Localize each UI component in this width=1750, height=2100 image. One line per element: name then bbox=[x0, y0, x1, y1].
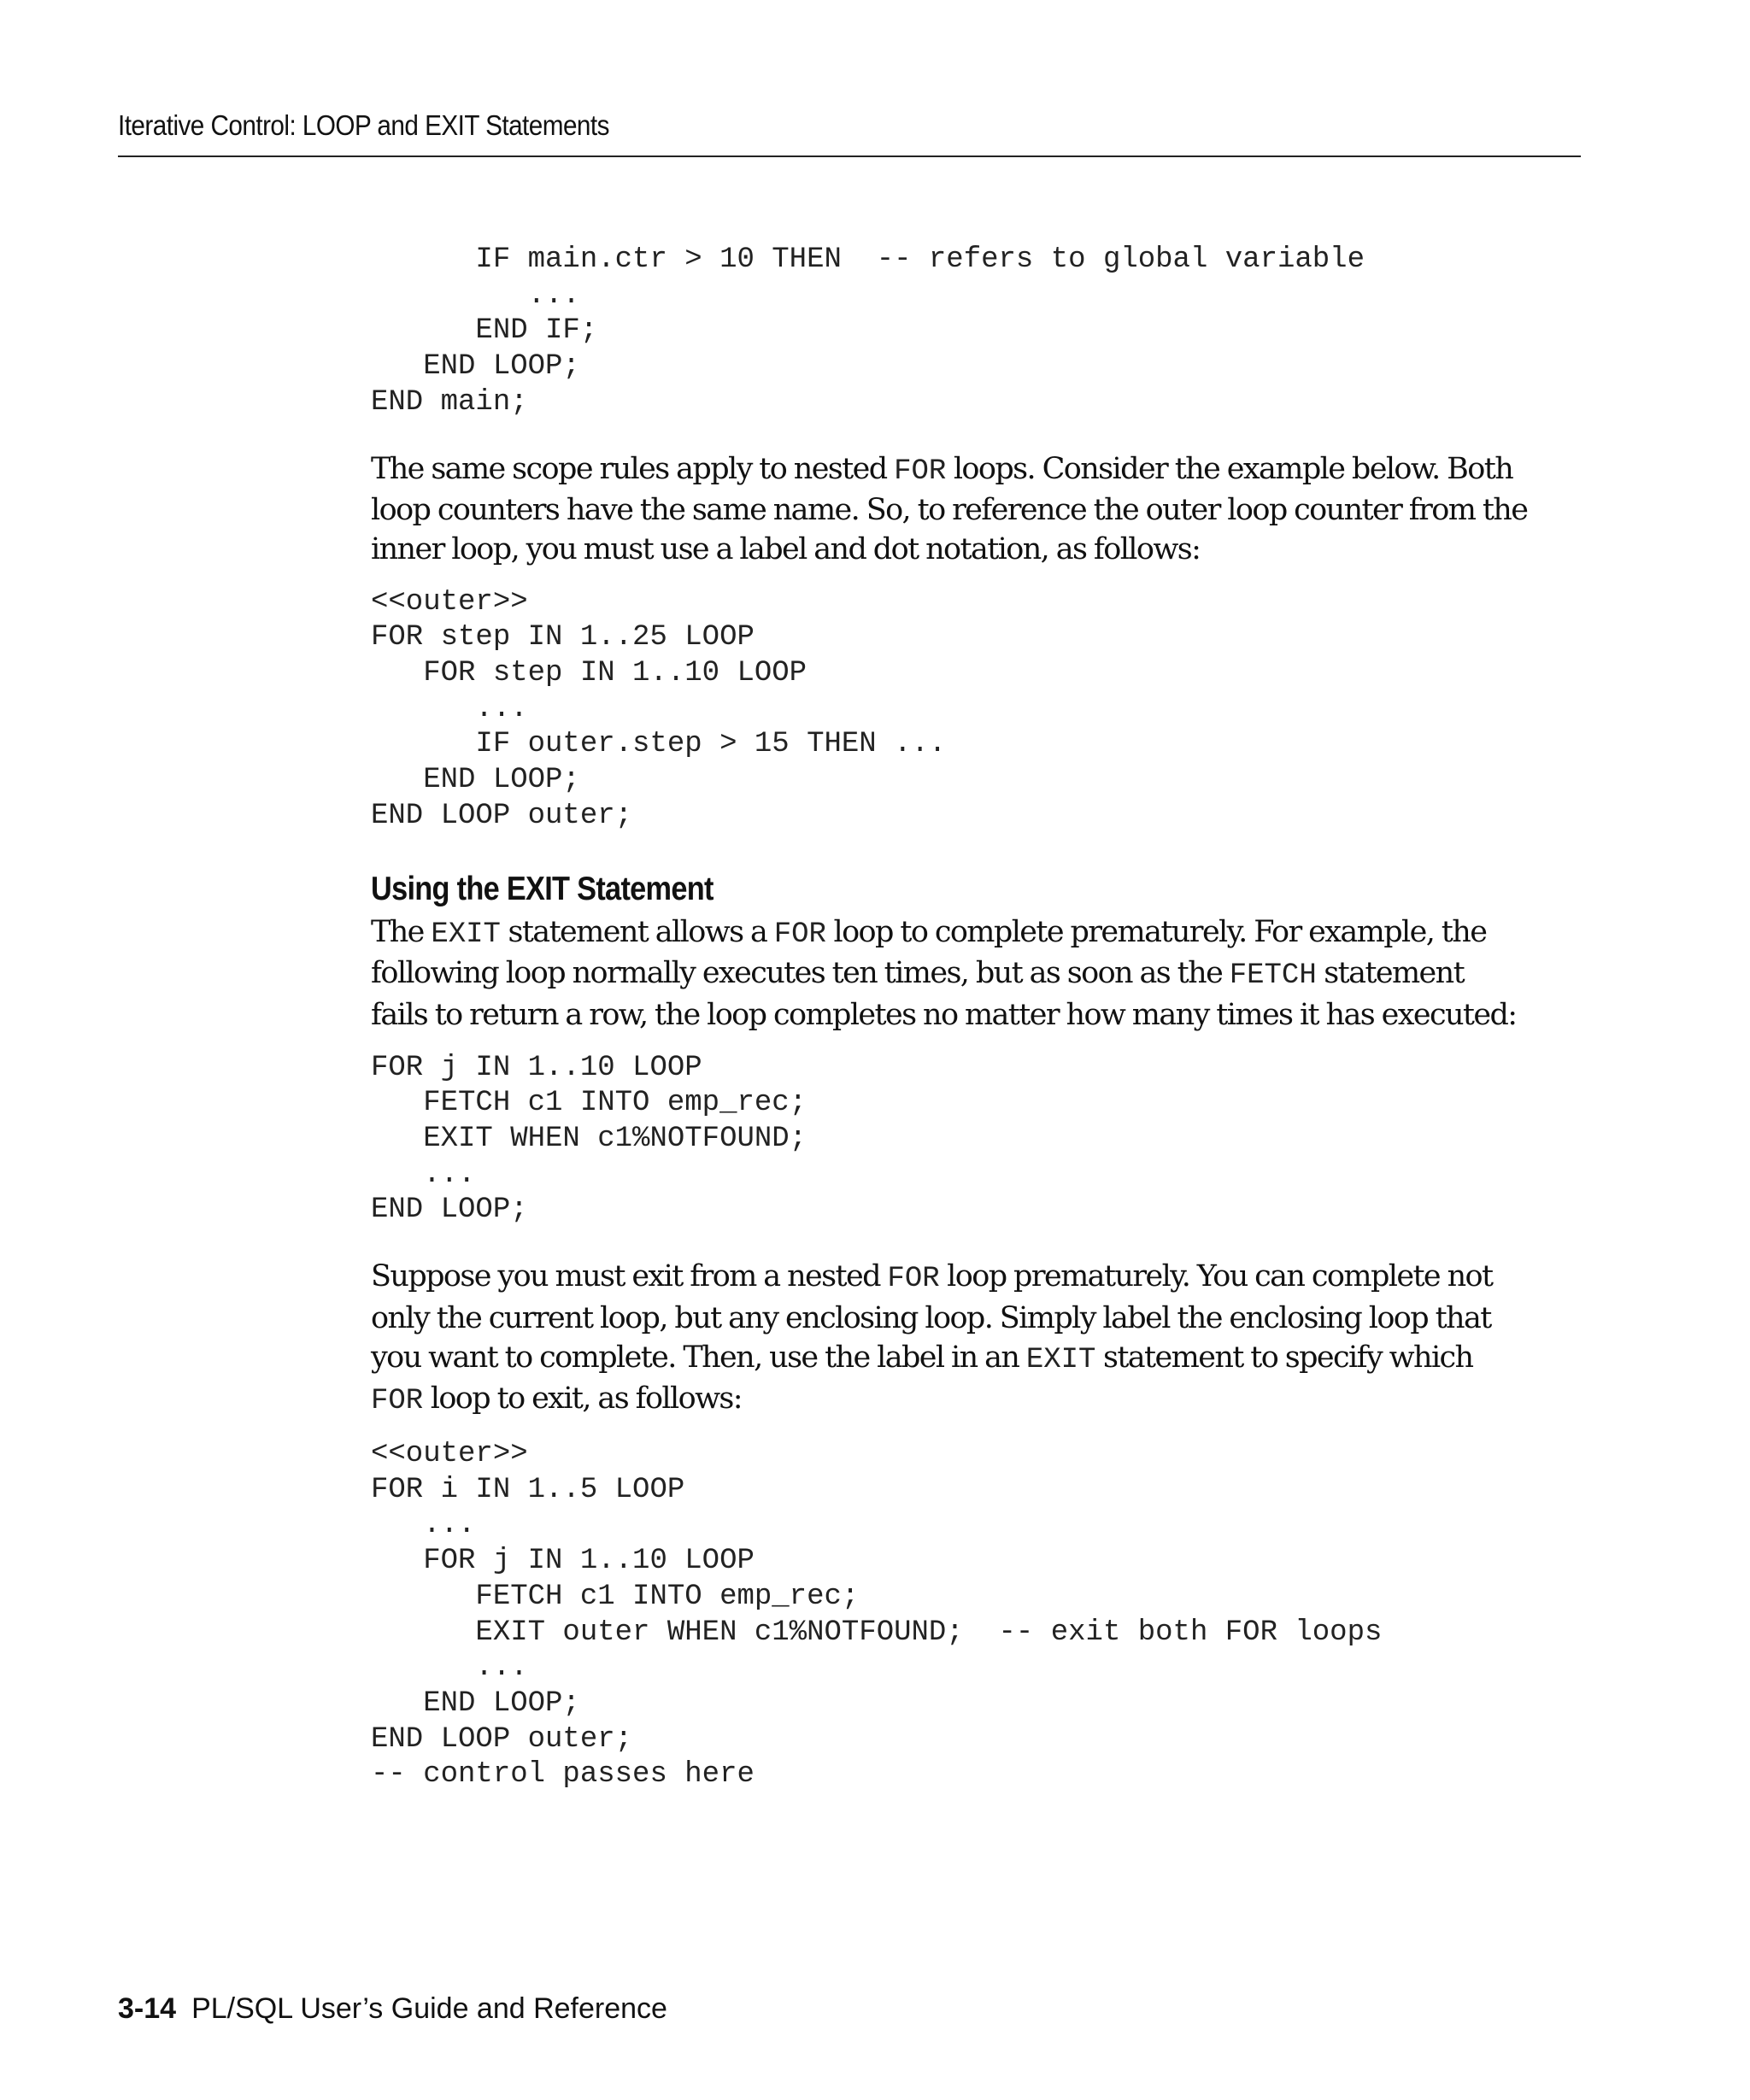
text-run: only the current loop, but any enclosing loop. Simply label the enclosing loop that bbox=[371, 1300, 1491, 1335]
inline-code: FOR bbox=[894, 455, 947, 488]
text-run: statement allows a bbox=[500, 914, 774, 949]
section-heading: Using the EXIT Statement bbox=[371, 870, 714, 907]
text-run: loop to exit, as follows: bbox=[423, 1381, 742, 1417]
inline-code: EXIT bbox=[1025, 1343, 1096, 1376]
page-footer bbox=[118, 1992, 667, 2026]
running-header: Iterative Control: LOOP and EXIT Statements bbox=[118, 109, 609, 141]
text-run: statement to specify which bbox=[1095, 1340, 1473, 1375]
text-run: inner loop, you must use a label and dot notation, as follows: bbox=[371, 531, 1201, 566]
text-run: loop counters have the same name. So, to reference the outer loop counter from the bbox=[371, 493, 1528, 528]
text-run: loop prematurely. You can complete not bbox=[939, 1259, 1493, 1294]
code-block-fetch-exit-when: FOR j IN 1..10 LOOP FETCH c1 INTO emp_rec; EXIT WHEN c1%NOTFOUND; ... END LOOP; bbox=[371, 1051, 807, 1227]
code-block-outer-label-step: <<outer>> FOR step IN 1..25 LOOP FOR step IN 1..10 LOOP ... IF outer.step > 15 THEN ... END LOOP; END LOOP outer; bbox=[371, 585, 947, 832]
text-run: you want to complete. Then, use the label in an bbox=[371, 1340, 1026, 1375]
inline-code: FOR bbox=[773, 918, 826, 951]
text-run: Suppose you must exit from a nested bbox=[371, 1259, 888, 1294]
page-number: 3-14 bbox=[118, 1992, 177, 2025]
inline-code: FETCH bbox=[1229, 959, 1317, 993]
text-run: fails to return a row, the loop completes no matter how many times it has executed: bbox=[371, 997, 1517, 1032]
inline-code: FOR bbox=[887, 1263, 940, 1296]
header-rule bbox=[118, 155, 1581, 157]
text-run: The same scope rules apply to nested bbox=[371, 451, 895, 486]
text-run: loop to complete prematurely. For example, the bbox=[825, 914, 1487, 949]
paragraph-exit-statement bbox=[371, 913, 1584, 1035]
book-title: PL/SQL User’s Guide and Reference bbox=[191, 1992, 667, 2025]
text-run: following loop normally executes ten times, but as soon as the bbox=[371, 956, 1230, 991]
code-block-exit-outer: <<outer>> FOR i IN 1..5 LOOP ... FOR j IN 1..10 LOOP FETCH c1 INTO emp_rec; EXIT outer WHEN c1%NOTFOUND; -- exit both FOR loops ... END LOOP; END LOOP outer; -- control passes here bbox=[371, 1437, 1383, 1792]
paragraph-nested-for-scope bbox=[371, 450, 1584, 570]
text-run: loops. Consider the example below. Both bbox=[946, 451, 1513, 486]
inline-code: EXIT bbox=[431, 918, 501, 951]
code-block-global-variable: IF main.ctr > 10 THEN -- refers to global variable ... END IF; END LOOP; END main; bbox=[371, 243, 1365, 419]
inline-code: FOR bbox=[371, 1385, 424, 1418]
paragraph-exit-nested-loop bbox=[371, 1258, 1584, 1422]
text-run: statement bbox=[1316, 956, 1465, 991]
page-content bbox=[371, 243, 1584, 1793]
text-run: The bbox=[371, 914, 432, 949]
